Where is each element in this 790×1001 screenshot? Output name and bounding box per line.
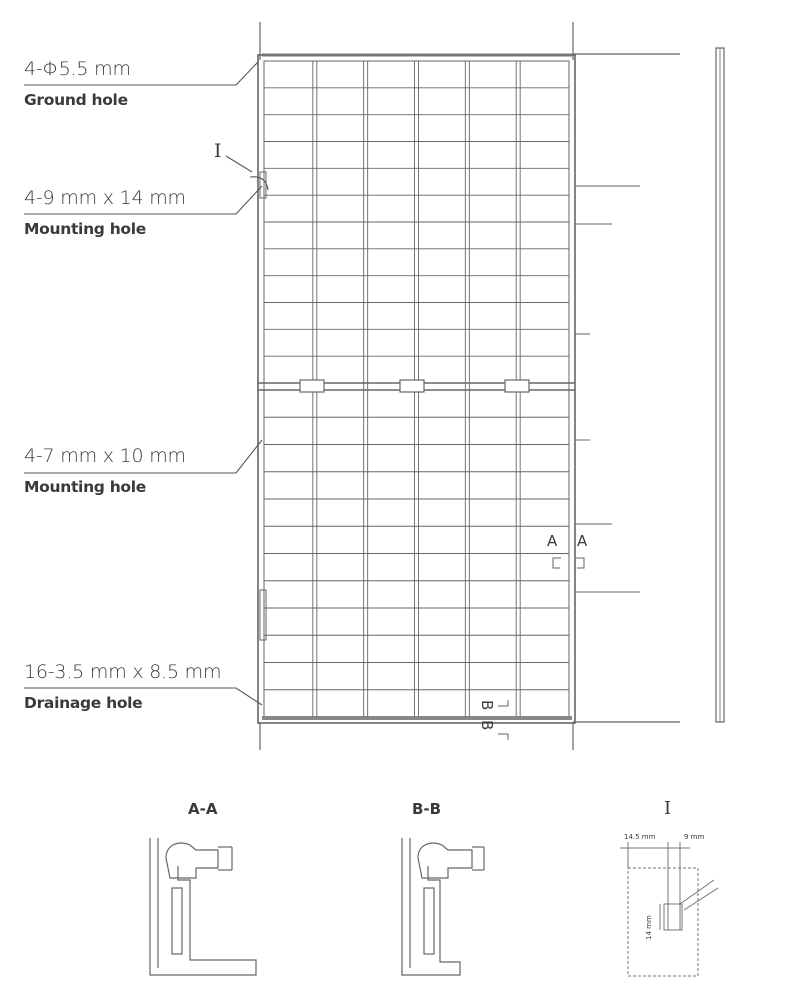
detail-dim-top-right: 9 mm bbox=[684, 833, 705, 841]
detail-i-view bbox=[620, 842, 718, 976]
section-a-marker-right bbox=[576, 558, 584, 568]
mounting-slot-upper bbox=[260, 172, 266, 198]
section-a-marker-left bbox=[553, 558, 561, 568]
mounting-hole-upper-caption: Mounting hole bbox=[24, 220, 146, 238]
detail-dim-vertical: 14 mm bbox=[645, 915, 653, 940]
section-a-label-right: A bbox=[577, 532, 588, 550]
junction-box-1 bbox=[300, 380, 324, 392]
module-front-view bbox=[258, 22, 680, 750]
mounting-hole-upper-dimension: 4-9 mm x 14 mm bbox=[24, 187, 186, 209]
section-b-marker-bottom bbox=[498, 734, 508, 740]
detail-i-title: I bbox=[664, 798, 672, 819]
junction-box-3 bbox=[505, 380, 529, 392]
junction-box-2 bbox=[400, 380, 424, 392]
detail-i-marker: I bbox=[214, 140, 222, 162]
section-b-label: B bbox=[478, 700, 496, 711]
section-b-marker-top bbox=[498, 700, 508, 706]
detail-dim-top-left: 14.5 mm bbox=[624, 833, 656, 841]
mounting-slot-lower bbox=[260, 590, 266, 640]
ground-hole-caption: Ground hole bbox=[24, 91, 128, 109]
detail-slot bbox=[664, 904, 682, 930]
section-bb-title: B-B bbox=[412, 800, 442, 818]
section-b-label-2: B bbox=[478, 720, 496, 731]
module-side-view bbox=[716, 48, 724, 722]
detail-i-border bbox=[628, 868, 698, 976]
mounting-hole-lower-dimension: 4-7 mm x 10 mm bbox=[24, 445, 186, 467]
drainage-hole-caption: Drainage hole bbox=[24, 694, 143, 712]
section-aa-profile bbox=[150, 838, 256, 975]
ground-hole-dimension: 4-Φ5.5 mm bbox=[24, 58, 131, 80]
section-a-label-left: A bbox=[547, 532, 558, 550]
section-bb-profile bbox=[402, 838, 484, 975]
leader-detail-i bbox=[226, 156, 252, 172]
mounting-hole-lower-caption: Mounting hole bbox=[24, 478, 146, 496]
section-aa-title: A-A bbox=[188, 800, 218, 818]
detail-leader bbox=[680, 880, 714, 904]
detail-i-circle bbox=[250, 177, 268, 190]
detail-leader-2 bbox=[684, 888, 718, 910]
drainage-hole-dimension: 16-3.5 mm x 8.5 mm bbox=[24, 661, 222, 683]
